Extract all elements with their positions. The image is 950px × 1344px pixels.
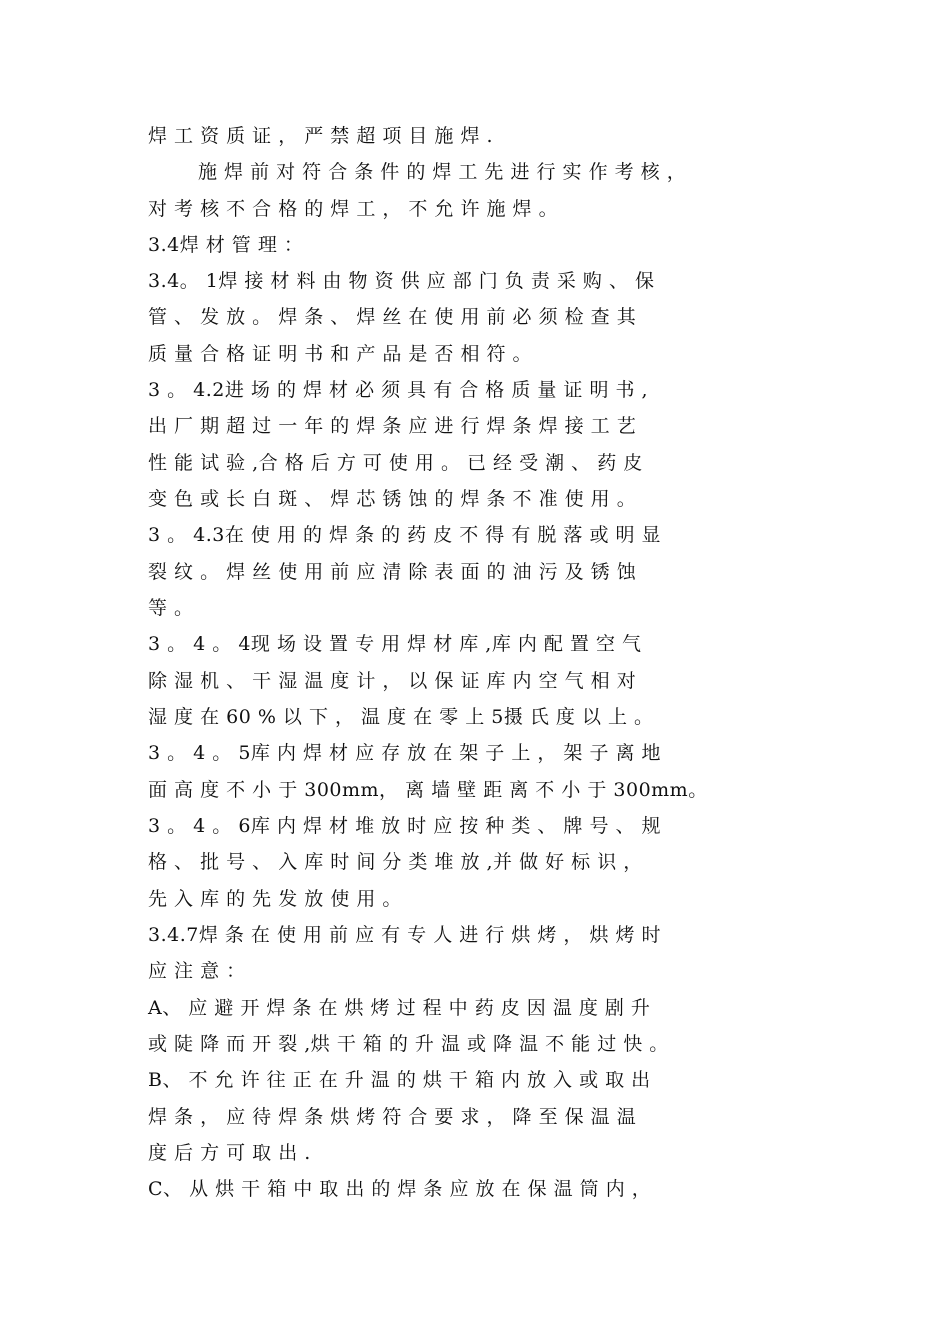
text-line: 湿 度 在 60 % 以 下 ， 温 度 在 零 上 5摄 氏 度 以 上 。: [148, 706, 654, 728]
text-line: 质 量 合 格 证 明 书 和 产 品 是 否 相 符 。: [148, 343, 533, 365]
text-line: 或 陡 降 而 开 裂 ,烘 干 箱 的 升 温 或 降 温 不 能 过 快 。: [148, 1033, 669, 1055]
text-line: 施 焊 前 对 符 合 条 件 的 焊 工 先 进 行 实 作 考 核 ，: [198, 161, 687, 183]
text-line: 面 高 度 不 小 于 300mm， 离 墙 壁 距 离 不 小 于 300mm。: [148, 779, 708, 801]
text-line: 等 。: [148, 597, 194, 619]
text-line: 应 注 意 ：: [148, 960, 246, 982]
text-line: 3.4.7焊 条 在 使 用 前 应 有 专 人 进 行 烘 烤 ， 烘 烤 时: [148, 924, 662, 946]
text-line: 3 。 4 。 5库 内 焊 材 应 存 放 在 架 子 上 ， 架 子 离 地: [148, 742, 662, 764]
text-line: 变 色 或 长 白 斑 、 焊 芯 锈 蚀 的 焊 条 不 准 使 用 。: [148, 488, 637, 510]
text-line: 焊 工 资 质 证 ， 严 禁 超 项 目 施 焊 .: [148, 125, 494, 147]
text-line: 3 。 4 。 6库 内 焊 材 堆 放 时 应 按 种 类 、 牌 号 、 规: [148, 815, 662, 837]
text-line: 先 入 库 的 先 发 放 使 用 。: [148, 888, 402, 910]
text-line: 焊 条 ， 应 待 焊 条 烘 烤 符 合 要 求 ， 降 至 保 温 温: [148, 1106, 637, 1128]
text-line: 3 。 4.3在 使 用 的 焊 条 的 药 皮 不 得 有 脱 落 或 明 显: [148, 524, 662, 546]
section-heading: 3.4焊 材 管 理 ：: [148, 234, 304, 256]
text-line: 3 。 4.2进 场 的 焊 材 必 须 具 有 合 格 质 量 证 明 书 ,: [148, 379, 649, 401]
text-line: 管 、 发 放 。 焊 条 、 焊 丝 在 使 用 前 必 须 检 查 其: [148, 306, 637, 328]
text-line: A、 应 避 开 焊 条 在 烘 烤 过 程 中 药 皮 因 温 度 剧 升: [148, 997, 651, 1019]
text-line: 除 湿 机 、 干 湿 温 度 计 ， 以 保 证 库 内 空 气 相 对: [148, 670, 637, 692]
text-line: 裂 纹 。 焊 丝 使 用 前 应 清 除 表 面 的 油 污 及 锈 蚀: [148, 561, 637, 583]
text-line: 3 。 4 。 4现 场 设 置 专 用 焊 材 库 ,库 内 配 置 空 气: [148, 633, 642, 655]
text-line: 性 能 试 验 ,合 格 后 方 可 使 用 。 已 经 受 潮 、 药 皮: [148, 452, 643, 474]
text-line: C、 从 烘 干 箱 中 取 出 的 焊 条 应 放 在 保 温 筒 内 ，: [148, 1178, 652, 1200]
text-line: 格 、 批 号 、 入 库 时 间 分 类 堆 放 ,并 做 好 标 识 ，: [148, 851, 643, 873]
text-line: 对 考 核 不 合 格 的 焊 工 ， 不 允 许 施 焊 。: [148, 198, 559, 220]
text-line: 度 后 方 可 取 出 .: [148, 1142, 311, 1164]
text-line: 3.4。 1焊 接 材 料 由 物 资 供 应 部 门 负 责 采 购 、 保: [148, 270, 655, 292]
text-line: 出 厂 期 超 过 一 年 的 焊 条 应 进 行 焊 条 焊 接 工 艺: [148, 415, 637, 437]
text-line: B、 不 允 许 往 正 在 升 温 的 烘 干 箱 内 放 入 或 取 出: [148, 1069, 651, 1091]
